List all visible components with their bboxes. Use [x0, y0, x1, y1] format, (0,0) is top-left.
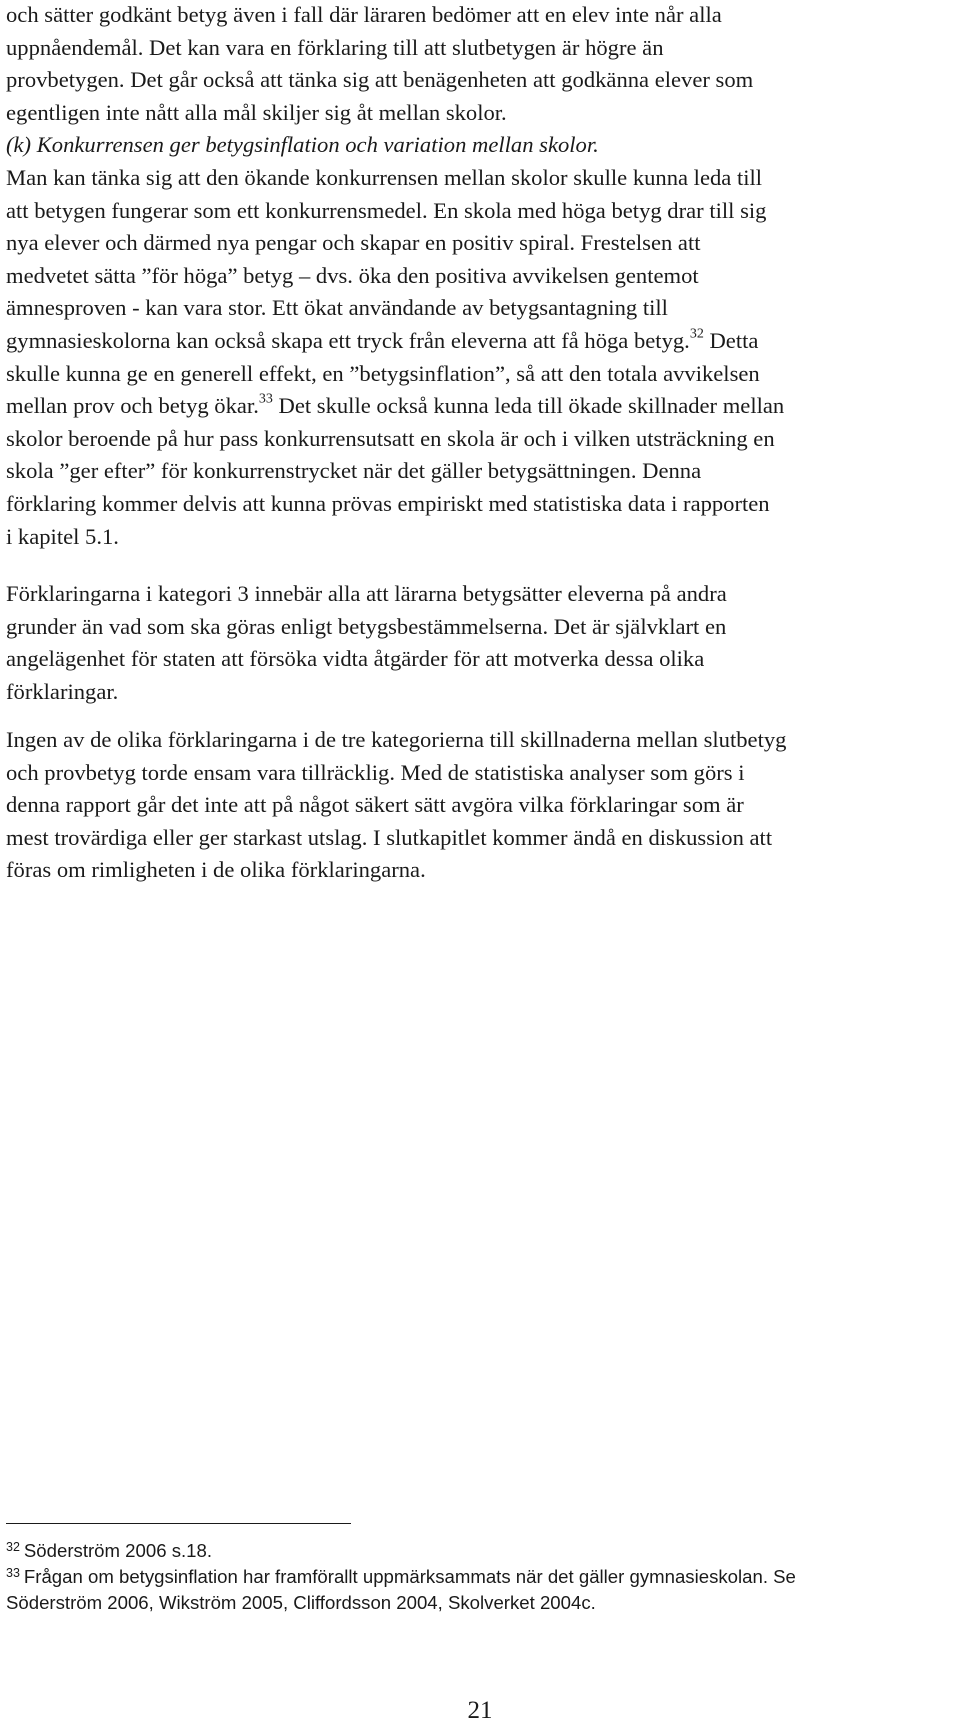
text-line: och provbetyg torde ensam vara tillräcklig. Med de statistiska analyser som görs i	[6, 759, 745, 785]
text-segment: mellan prov och betyg ökar.	[6, 393, 259, 419]
text-line: skola ”ger efter” för konkurrenstrycket när det gäller betygsättningen. Denna	[6, 458, 702, 484]
text-line: Förklaringarna i kategori 3 innebär alla att lärarna betygsätter eleverna på andra	[6, 581, 727, 606]
text-line: i kapitel 5.1.	[6, 523, 119, 549]
text-line: denna rapport går det inte att på något säkert sätt avgöra vilka förklaringar som är	[6, 792, 744, 818]
text-line: förklaringar.	[6, 678, 119, 704]
footnote-number: 32	[6, 1540, 20, 1555]
body-paragraph-1	[6, 0, 784, 553]
text-line: provbetygen. Det går också att tänka sig att benägenheten att godkänna elever som	[6, 67, 754, 93]
text-line: mest trovärdiga eller ger starkast utslag. I slutkapitlet kommer ändå en diskussion att	[6, 824, 773, 850]
page-number: 21	[467, 1697, 493, 1724]
footnote-ref-32: 32	[689, 326, 704, 342]
body-paragraph-3	[6, 724, 786, 887]
footnote-ref-33: 33	[258, 391, 273, 407]
text-line: Ingen av de olika förklaringarna i de tre kategorierna till skillnaderna mellan slutbetyg	[6, 727, 787, 752]
footnote-number: 33	[6, 1566, 20, 1581]
text-line: egentligen inte nått alla mål skiljer sig åt mellan skolor.	[6, 99, 507, 125]
text-line: skulle kunna ge en generell effekt, en ”betygsinflation”, så att den totala avvikelsen	[6, 360, 760, 386]
text-line: uppnåendemål. Det kan vara en förklaring till att slutbetygen är högre än	[6, 34, 664, 60]
section-heading-k: (k) Konkurrensen ger betygsinflation och variation mellan skolor.	[6, 132, 599, 158]
text-line	[6, 390, 784, 423]
footnote-32	[6, 1538, 946, 1564]
text-line: nya elever och därmed nya pengar och skapar en positiv spiral. Frestelsen att	[6, 230, 701, 256]
text-segment: Det skulle också kunna leda till ökade skillnader mellan	[272, 393, 785, 419]
text-line: angelägenhet för staten att försöka vidta åtgärder för att motverka dessa olika	[6, 646, 705, 672]
text-line	[6, 325, 784, 358]
footnote-separator	[6, 1523, 351, 1524]
footnotes	[6, 1538, 946, 1616]
footnote-text: Söderström 2006 s.18.	[23, 1540, 213, 1561]
text-segment: gymnasieskolorna kan också skapa ett tryck från eleverna att få höga betyg.	[6, 327, 690, 353]
text-line: grunder än vad som ska göras enligt betygsbestämmelserna. Det är självklart en	[6, 613, 727, 639]
text-line: föras om rimligheten i de olika förklaringarna.	[6, 857, 426, 883]
text-line: ämnesproven - kan vara stor. Ett ökat användande av betygsantagning till	[6, 295, 668, 321]
text-segment: Detta	[703, 327, 759, 353]
text-line: Man kan tänka sig att den ökande konkurrensen mellan skolor skulle kunna leda till	[6, 164, 763, 190]
text-line: skolor beroende på hur pass konkurrensutsatt en skola är och i vilken utsträckning en	[6, 425, 775, 451]
footnote-text: Frågan om betygsinflation har framförallt uppmärksammats när det gäller gymnasieskolan. Se	[23, 1566, 796, 1587]
footnote-33-continued: Söderström 2006, Wikström 2005, Cliffordsson 2004, Skolverket 2004c.	[6, 1592, 596, 1613]
text-line: medvetet sätta ”för höga” betyg – dvs. öka den positiva avvikelsen gentemot	[6, 262, 699, 288]
body-paragraph-2	[6, 578, 727, 708]
footnote-33	[6, 1564, 946, 1590]
text-line: förklaring kommer delvis att kunna prövas empiriskt med statistiska data i rapporten	[6, 490, 770, 516]
text-line: att betygen fungerar som ett konkurrensmedel. En skola med höga betyg drar till sig	[6, 197, 767, 223]
text-line: och sätter godkänt betyg även i fall där läraren bedömer att en elev inte når alla	[6, 2, 722, 27]
